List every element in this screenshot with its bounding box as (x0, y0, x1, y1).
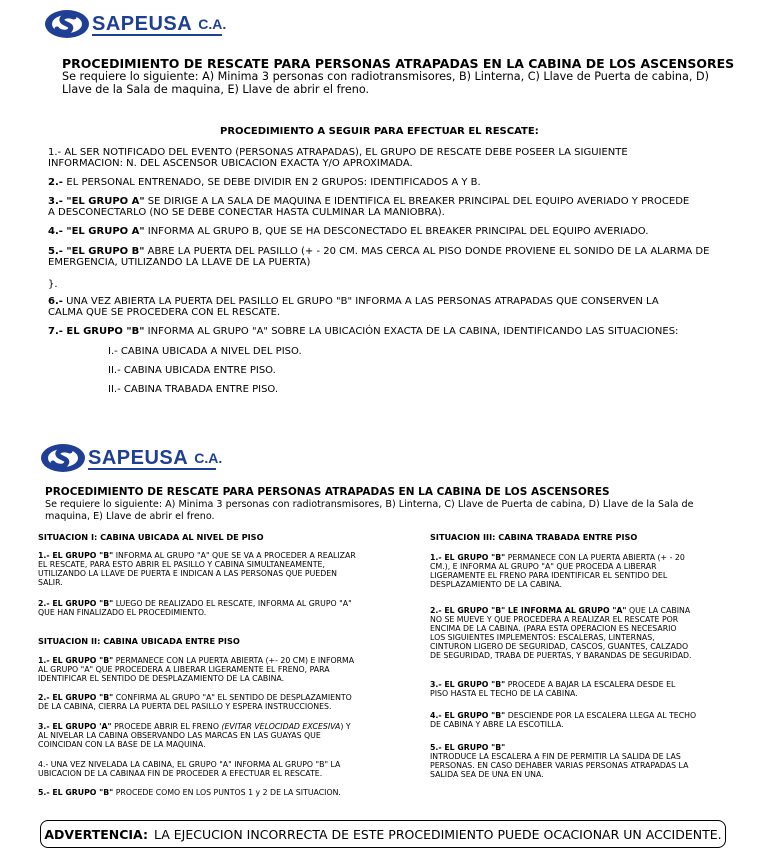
step-4 (48, 226, 648, 237)
step-7-text: INFORMA AL GRUPO "A" SOBRE LA UBICACIÓN EXACTA DE LA CABINA, IDENTIFICANDO LAS SITUACIONES: (144, 326, 679, 337)
logo-brand-text: SAPEUSA (88, 446, 189, 469)
step-4-text: INFORMA AL GRUPO B, QUE SE HA DESCONECTADO EL BREAKER PRINCIPAL DEL EQUIPO AVERIADO. (144, 226, 649, 237)
sit2-step-2-group: 2.- EL GRUPO "B" (38, 693, 114, 702)
bottom-requirements-line2: maquina, E) Llave de abrir el freno. (45, 511, 215, 522)
step-7 (48, 326, 678, 337)
top-requirements-line2: Llave de la Sala de maquina, E) Llave de abrir el freno. (62, 83, 370, 96)
sit3-step-4-line1: DESCIENDE POR LA ESCALERA LLEGA AL TECHO (505, 711, 697, 720)
step-7-group: EL GRUPO "B" (66, 326, 145, 337)
sit2-step-1-line2: AL GRUPO "A" QUE PROCEDERA A LIBERAR LIGERAMENTE EL FRENO, PARA (38, 665, 330, 674)
top-section-title: PROCEDIMIENTO A SEGUIR PARA EFECTUAR EL RESCATE: (220, 126, 539, 137)
step-2-text: EL PERSONAL ENTRENADO, SE DEBE DIVIDIR EN 2 GRUPOS: IDENTIFICADOS A Y B. (66, 177, 481, 188)
sit3-step-2 (430, 606, 692, 660)
sit3-step-4-group: 4.- EL GRUPO "B" (430, 711, 506, 720)
situation-item-1: I.- CABINA UBICADA A NIVEL DEL PISO. (108, 346, 302, 357)
sit2-step-3-group: 3.- EL GRUPO 'A" (38, 722, 112, 731)
sit3-step-5-line2: PERSONAS. EN CASO DEHABER VARIAS PERSONAS ATRAPADAS LA (430, 761, 689, 770)
sit3-step-2-line5: CINTURON LIGERO DE SEGURIDAD, CASCOS, GUANTES, CALZADO (430, 642, 689, 651)
sit2-step-2-line2: DE LA CABINA, CIERRA LA PUERTA DEL PASILLO Y ESPERA INSTRUCCIONES. (38, 702, 332, 711)
sit3-step-1-group: 1.- EL GRUPO "B" (430, 553, 506, 562)
warning-box (40, 820, 726, 848)
sit1-step-2-line2: QUE HAN FINALIZADO EL PROCEDIMIENTO. (38, 608, 207, 617)
situation-2-heading: SITUACION II: CABINA UBICADA ENTRE PISO (38, 636, 240, 646)
sit2-step-5 (38, 788, 341, 797)
step-3-group: "EL GRUPO A" (66, 196, 145, 207)
warning-label: ADVERTENCIA: (44, 826, 148, 842)
step-5-number: 5.- (48, 246, 67, 257)
sit2-step-4-line2: UBICACION DE LA CABINAA FIN DE PROCEDER A EFECTUAR EL RESCATE. (38, 769, 323, 778)
step-5-group: "EL GRUPO B" (66, 246, 145, 257)
step-3-line1: SE DIRIGE A LA SALA DE MAQUINA E IDENTIFICA EL BREAKER PRINCIPAL DEL EQUIPO AVERIADO Y PROCEDE (144, 196, 690, 207)
sit1-step-1-group: 1.- EL GRUPO "B" (38, 551, 114, 560)
sit2-step-5-text: PROCEDE COMO EN LOS PUNTOS 1 y 2 DE LA SITUACION. (113, 788, 341, 797)
sit1-step-1-line3: UTILIZANDO LA LLAVE DE PUERTA E INDICAN A LAS PERSONAS QUE PUEDEN (38, 569, 337, 578)
top-requirements-line1: Se requiere lo siguiente: A) Minima 3 personas con radiotransmisores, B) Linterna, C) Llave de Puerta de cabina, D) (62, 70, 709, 83)
sapeusa-emblem-icon (44, 9, 90, 39)
sit2-step-1-group: 1.- EL GRUPO "B" (38, 656, 114, 665)
sit3-step-1-line2: CM.), E INFORMA AL GRUPO "A" QUE PROCEDA A LIBERAR (430, 562, 657, 571)
sit3-step-3-line1: PROCEDE A BAJAR LA ESCALERA DESDE EL (505, 680, 676, 689)
step-2-number: 2.- (48, 177, 67, 188)
step-6-line2: CALMA QUE SE PROCEDERA CON EL RESCATE. (48, 307, 281, 318)
logo-underline (92, 34, 222, 36)
step-6 (48, 296, 659, 318)
sit3-step-4-line2: DE CABINA Y ABRE LA ESCOTILLA. (430, 720, 564, 729)
sit2-step-3 (38, 722, 351, 749)
step-1-line2: INFORMACION: N. DEL ASCENSOR UBICACION EXACTA Y/O APROXIMADA. (48, 158, 413, 169)
situation-item-3: II.- CABINA TRABADA ENTRE PISO. (108, 384, 279, 395)
sit3-step-2-line1: QUE LA CABINA (626, 606, 691, 615)
sit2-step-5-group: 5.- EL GRUPO "B" (38, 788, 114, 797)
sit3-step-5 (430, 743, 688, 779)
sit2-step-4 (38, 760, 340, 778)
step-5-line1: ABRE LA PUERTA DEL PASILLO (+ - 20 CM. MAS CERCA AL PISO DONDE PROVIENE EL SONIDO DE LA ALARMA DE (144, 246, 710, 257)
step-5-line2: EMERGENCIA, UTILIZANDO LA LLAVE DE LA PUERTA) (48, 257, 311, 268)
step-3 (48, 196, 689, 218)
situation-3-heading: SITUACION III: CABINA TRABADA ENTRE PISO (430, 532, 638, 542)
sit3-step-5-line3: SALIDA SEA DE UNA EN UNA. (430, 770, 544, 779)
sit3-step-2-line4: LOS SIGUIENTES IMPLEMENTOS: ESCALERAS, LINTERNAS, (430, 633, 655, 642)
sit3-step-5-group: 5.- EL GRUPO "B" (430, 743, 506, 752)
logo-underline (88, 468, 216, 470)
sit1-step-1 (38, 551, 356, 587)
warning-text: LA EJECUCION INCORRECTA DE ESTE PROCEDIMIENTO PUEDE OCACIONAR UN ACCIDENTE. (153, 826, 722, 842)
sit1-step-2-line1: LUEGO DE REALIZADO EL RESCATE, INFORMA AL GRUPO "A" (113, 599, 352, 608)
sit3-step-2-line2: NO SE MUEVE Y QUE PROCEDERA A REALIZAR EL RESCATE POR (430, 615, 679, 624)
sit1-step-1-line4: SALIR. (38, 578, 63, 587)
sit2-step-4-line1: 4.- UNA VEZ NIVELADA LA CABINA, EL GRUPO "A" INFORMA AL GRUPO "B" LA (38, 760, 341, 769)
sit2-step-3-line3: COINCIDAN CON LA BASE DE LA MAQUINA. (38, 740, 206, 749)
step-1 (48, 147, 628, 169)
logo-suffix-text: C.A. (194, 450, 223, 466)
step-7-number: 7.- (48, 326, 67, 337)
step-2 (48, 177, 481, 188)
step-4-number: 4.- (48, 226, 67, 237)
sit2-step-1-line1: PERMANECE CON LA PUERTA ABIERTA (+- 20 CM) E INFORMA (113, 656, 355, 665)
stray-bracket: }. (48, 279, 58, 290)
sit3-step-2-line6: DE SEGURIDAD, TRABA DE PUERTAS, Y BARANDAS DE SEGURIDAD. (430, 651, 692, 660)
sit3-step-3-line2: PISO HASTA EL TECHO DE LA CABINA. (430, 689, 578, 698)
sit1-step-1-line1: INFORMA AL GRUPO "A" QUE SE VA A PROCEDER A REALIZAR (113, 551, 356, 560)
sit3-step-1 (430, 553, 685, 589)
sit2-step-3-emphasis: (EVITAR VELOCIDAD EXCESIVA (221, 722, 341, 731)
sit3-step-3 (430, 680, 675, 698)
sit3-step-1-line4: DESPLAZAMIENTO DE LA CABINA. (430, 580, 562, 589)
step-6-number: 6.- (48, 296, 63, 307)
situation-1-heading: SITUACION I: CABINA UBICADA AL NIVEL DE PISO (38, 532, 264, 542)
sit2-step-3-line1-end: ) Y (340, 722, 351, 731)
sit3-step-4 (430, 711, 696, 729)
logo-suffix-text: C.A. (198, 16, 227, 32)
sit3-step-2-group: 2.- EL GRUPO "B" LE INFORMA AL GRUPO "A" (430, 606, 627, 615)
sit1-step-2-group: 2.- EL GRUPO "B" (38, 599, 114, 608)
step-5 (48, 246, 709, 268)
sit3-step-5-line1: INTRODUCE LA ESCALERA A FIN DE PERMITIR LA SALIDA DE LAS (430, 752, 681, 761)
step-4-group: "EL GRUPO A" (66, 226, 145, 237)
step-6-line1: UNA VEZ ABIERTA LA PUERTA DEL PASILLO EL GRUPO "B" INFORMA A LAS PERSONAS ATRAPADAS QUE CONSERVEN LA (62, 296, 659, 307)
sit2-step-1 (38, 656, 354, 683)
top-title: PROCEDIMIENTO DE RESCATE PARA PERSONAS ATRAPADAS EN LA CABINA DE LOS ASCENSORES (62, 56, 735, 71)
sit3-step-1-line1: PERMANECE CON LA PUERTA ABIERTA (+ - 20 (505, 553, 685, 562)
sit2-step-1-line3: IDENTIFICAR EL SENTIDO DE DESPLAZAMIENTO DE LA CABINA. (38, 674, 285, 683)
sit2-step-2-line1: CONFIRMA AL GRUPO "A" EL SENTIDO DE DESPLAZAMIENTO (113, 693, 352, 702)
sit2-step-2 (38, 693, 352, 711)
step-3-line2: A DESCONECTARLO (NO SE DEBE CONECTAR HASTA CULMINAR LA MANIOBRA). (48, 207, 445, 218)
sit2-step-3-line2: AL NIVELAR LA CABINA OBSERVANDO LAS MARCAS EN LAS GUAYAS QUE (38, 731, 321, 740)
sit1-step-2 (38, 599, 352, 617)
logo-brand-text: SAPEUSA (92, 12, 193, 35)
step-1-line1: 1.- AL SER NOTIFICADO DEL EVENTO (PERSONAS ATRAPADAS), EL GRUPO DE RESCATE DEBE POSEER LA SIGUIENTE (48, 147, 628, 158)
bottom-title: PROCEDIMIENTO DE RESCATE PARA PERSONAS ATRAPADAS EN LA CABINA DE LOS ASCENSORES (45, 486, 610, 498)
sit2-step-3-line1: PROCEDE ABRIR EL FRENO (111, 722, 222, 731)
bottom-requirements-line1: Se requiere lo siguiente: A) Minima 3 personas con radiotransmisores, B) Linterna, C) Llave de Puerta de cabina, D) Llave de la Sala de (45, 499, 694, 510)
step-3-number: 3.- (48, 196, 67, 207)
sit1-step-1-line2: EL RESCATE, PARA ESTO ABRIR EL PASILLO Y CABINA SIMULTANEAMENTE, (38, 560, 325, 569)
sapeusa-emblem-icon (40, 442, 86, 474)
sit3-step-1-line3: LIGERAMENTE EL FRENO PARA IDENTIFICAR EL SENTIDO DEL (430, 571, 668, 580)
situation-item-2: II.- CABINA UBICADA ENTRE PISO. (108, 365, 276, 376)
sit3-step-3-group: 3.- EL GRUPO "B" (430, 680, 506, 689)
sit3-step-2-line3: ENCIMA DE LA CABINA. (PARA ESTA OPERACION ES NECESARIO (430, 624, 677, 633)
